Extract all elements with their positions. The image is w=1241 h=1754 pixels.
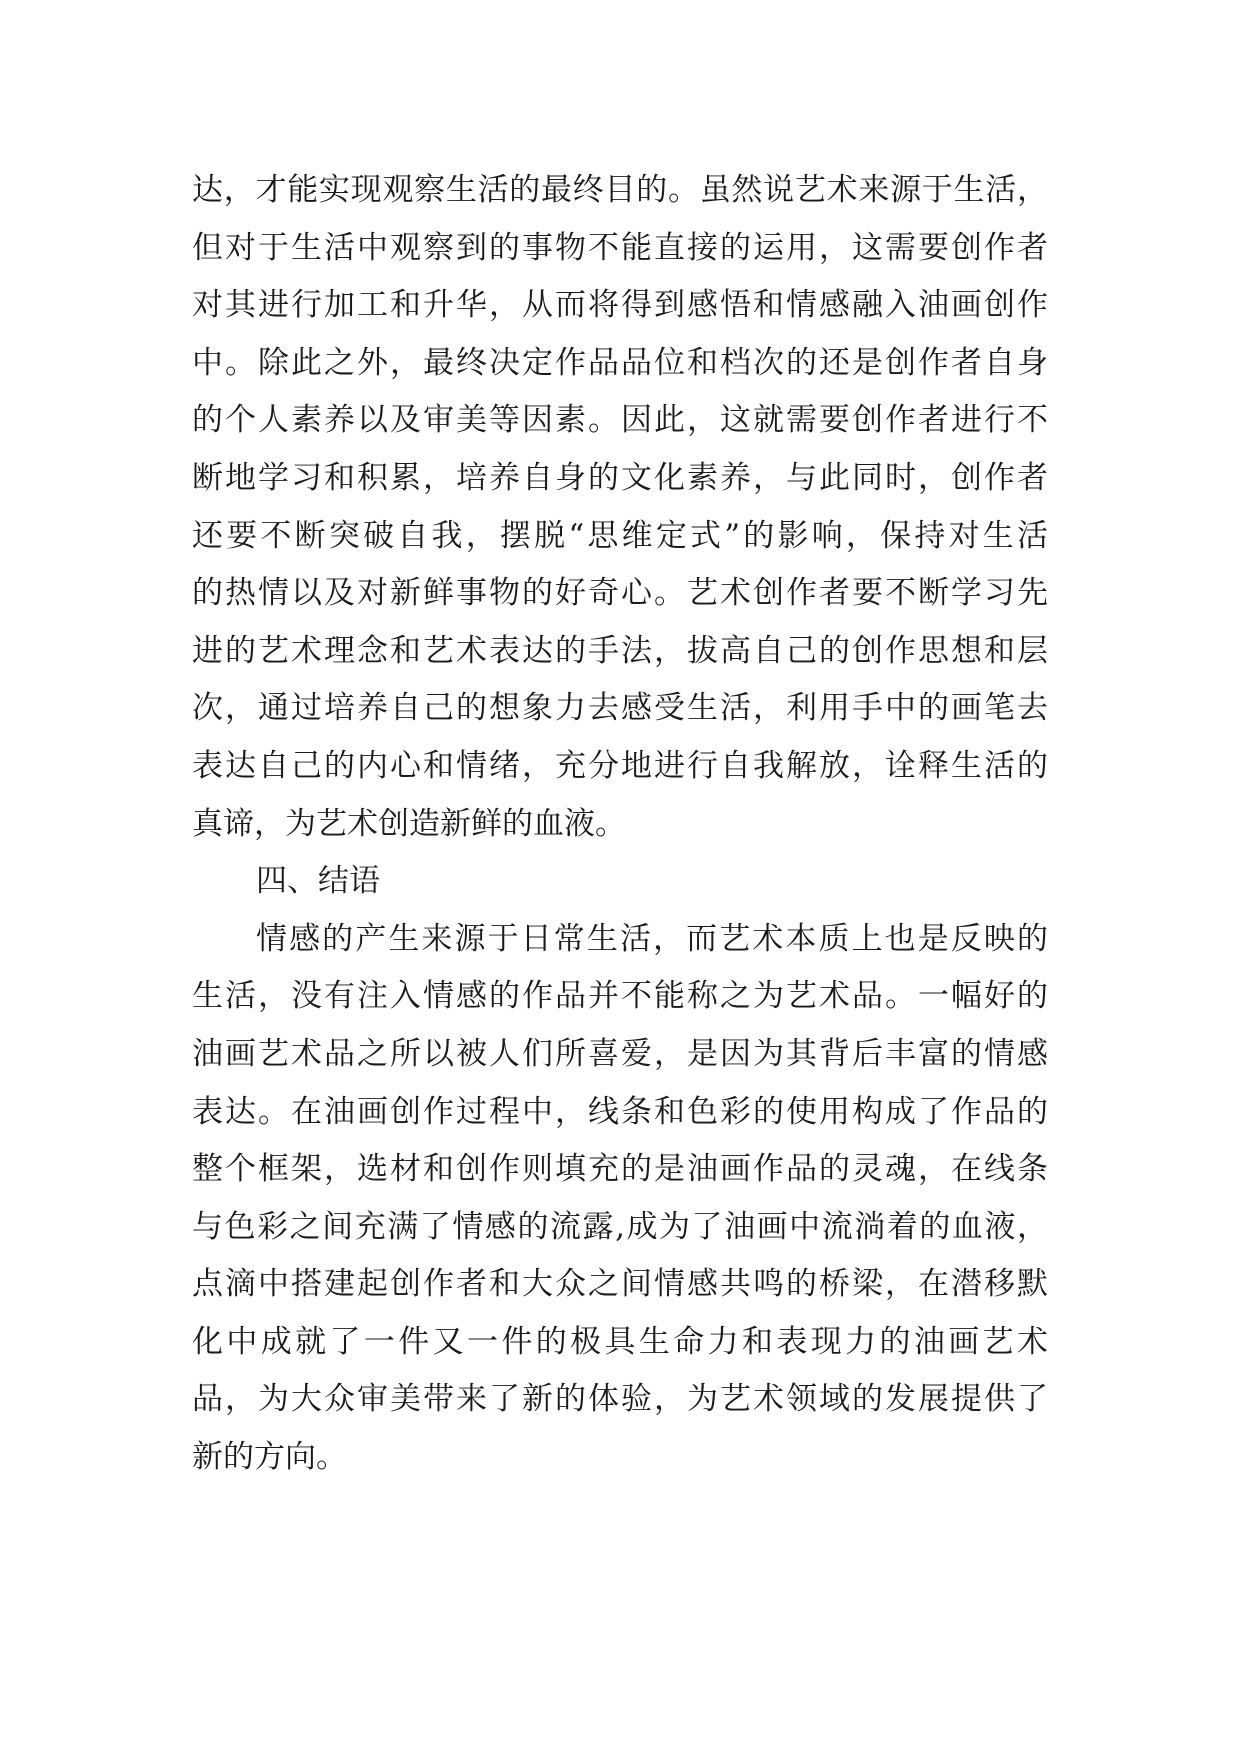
text-line: 的热情以及对新鲜事物的好奇心。艺术创作者要不断学习先 bbox=[192, 575, 1048, 612]
text-line: 表达。在油画创作过程中，线条和色彩的使用构成了作品的 bbox=[192, 1093, 1048, 1130]
text-line: 表达自己的内心和情绪，充分地进行自我解放，诠释生活的 bbox=[192, 747, 1048, 784]
text-line: 化中成就了一件又一件的极具生命力和表现力的油画艺术 bbox=[192, 1323, 1048, 1360]
text-line: 真谛，为艺术创造新鲜的血液。 bbox=[192, 805, 626, 842]
text-line: 次，通过培养自己的想象力去感受生活，利用手中的画笔去 bbox=[192, 690, 1048, 727]
text-line: 但对于生活中观察到的事物不能直接的运用，这需要创作者 bbox=[192, 229, 1048, 266]
text-line: 油画艺术品之所以被人们所喜爱，是因为其背后丰富的情感 bbox=[192, 1035, 1048, 1072]
text-line: 对其进行加工和升华，从而将得到感悟和情感融入油画创作 bbox=[192, 287, 1048, 324]
text-line: 进的艺术理念和艺术表达的手法，拔高自己的创作思想和层 bbox=[192, 632, 1048, 669]
text-line: 断地学习和积累，培养自身的文化素养，与此同时，创作者 bbox=[192, 459, 1048, 496]
text-line: 情感的产生来源于日常生活，而艺术本质上也是反映的 bbox=[256, 920, 1048, 957]
text-line: 品，为大众审美带来了新的体验，为艺术领域的发展提供了 bbox=[192, 1381, 1048, 1418]
text-line: 点滴中搭建起创作者和大众之间情感共鸣的桥梁，在潜移默 bbox=[192, 1266, 1048, 1303]
paragraph-continued bbox=[192, 162, 1048, 853]
text-line: 整个框架，选材和创作则填充的是油画作品的灵魂，在线条 bbox=[192, 1151, 1048, 1188]
text-line: 生活，没有注入情感的作品并不能称之为艺术品。一幅好的 bbox=[192, 978, 1048, 1015]
text-line: 的个人素养以及审美等因素。因此，这就需要创作者进行不 bbox=[192, 402, 1048, 439]
text-line: 还要不断突破自我，摆脱“思维定式”的影响，保持对生活 bbox=[192, 517, 1048, 554]
text-line: 中。除此之外，最终决定作品品位和档次的还是创作者自身 bbox=[192, 344, 1048, 381]
text-line: 与色彩之间充满了情感的流露,成为了油画中流淌着的血液， bbox=[192, 1208, 1048, 1245]
text-line: 达，才能实现观察生活的最终目的。虽然说艺术来源于生活， bbox=[192, 172, 1048, 208]
body-text bbox=[192, 162, 1048, 1487]
conclusion-paragraph bbox=[192, 911, 1048, 1487]
text-line: 新的方向。 bbox=[192, 1439, 347, 1476]
section-heading: 四、结语 bbox=[256, 863, 380, 900]
